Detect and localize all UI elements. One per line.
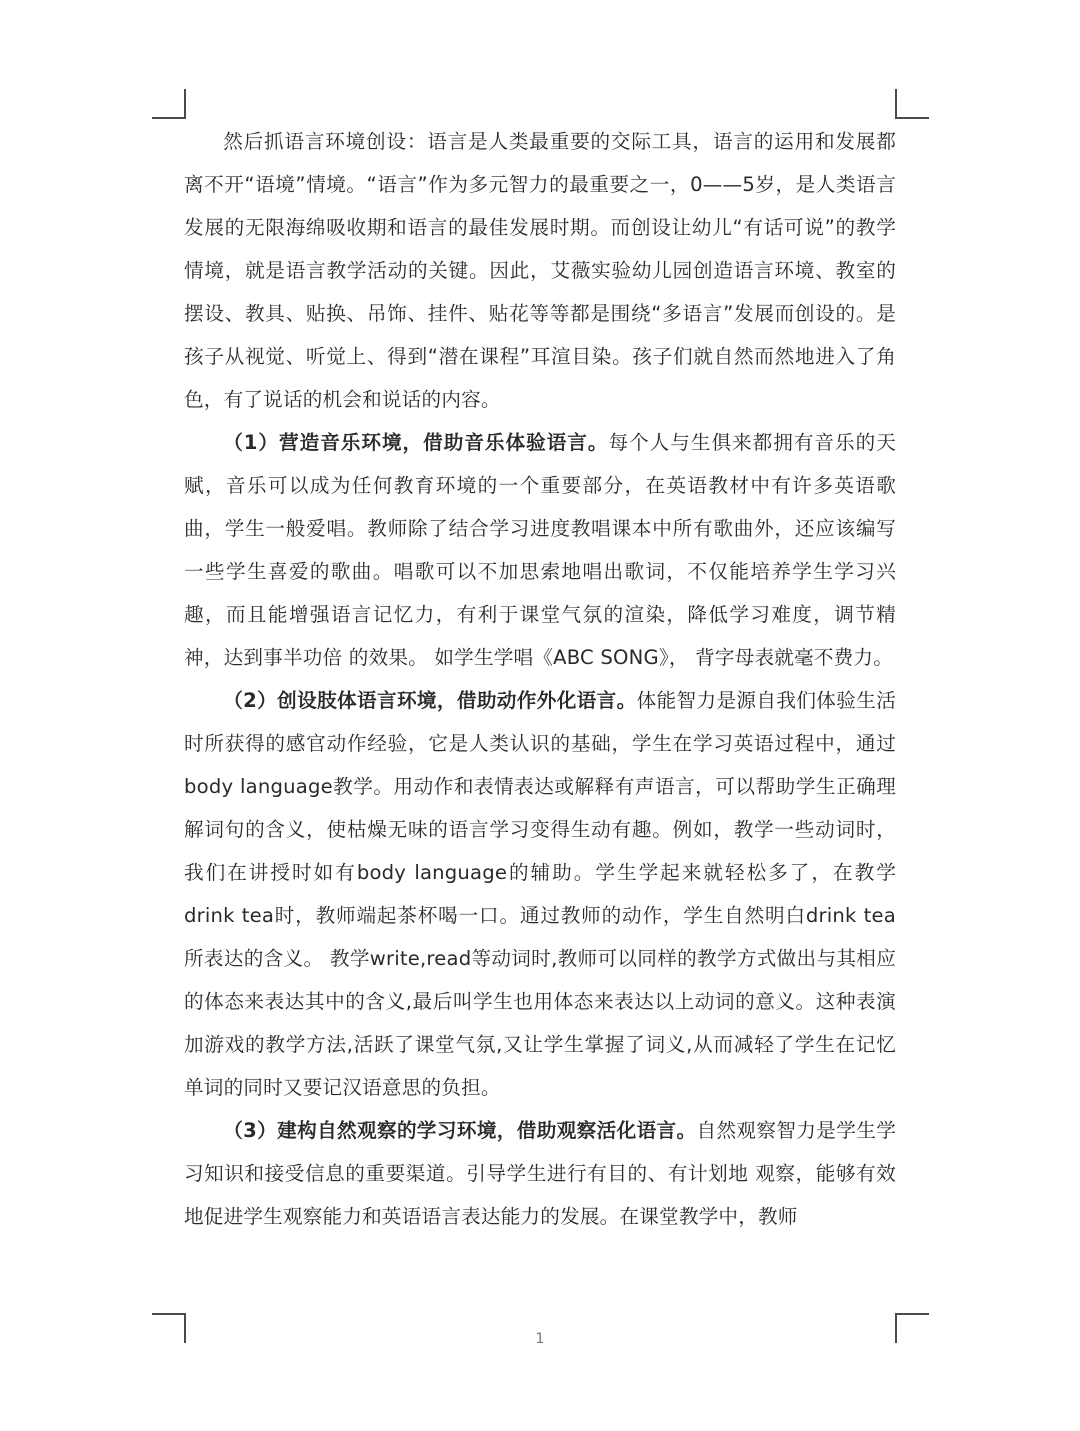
paragraph-text: 自然观察智力是学生学习知识和接受信息的重要渠道。引导学生进行有目的、有计划地 观察，能够有效地促进学生观察能力和英语语言表达能力的发展。在课堂教学中，教师 [184, 1119, 896, 1228]
paragraph-nature-observation [184, 1109, 896, 1238]
paragraph-text: 体能智力是源自我们体验生活时所获得的感官动作经验，它是人类认识的基础，学生在学习英语过程中，通过body language教学。用动作和表情表达或解释有声语言，可以帮助学生正确理解词句的含义，使枯燥无味的语言学习变得生动有趣。例如，教学一些动词时，我们在讲授时如有body language的辅助。学生学起来就轻松多了，在教学drink tea时，教师端起茶杯喝一口。通过教师的动作，学生自然明白drink tea所表达的含义。 教学write,read等动词时,教师可以同样的教学方式做出与其相应的体态来表达其中的含义,最后叫学生也用体态来表达以上动词的意义。这种表演加游戏的教学方法,活跃了课堂气氛,又让学生掌握了词义,从而减轻了学生在记忆单词的同时又要记汉语意思的负担。 [184, 689, 896, 1099]
page-number: 1 [535, 1331, 545, 1347]
paragraph-lead: （1）营造音乐环境，借助音乐体验语言。 [223, 431, 609, 454]
paragraph-text: 然后抓语言环境创设：语言是人类最重要的交际工具，语言的运用和发展都离不开“语境”情境。“语言”作为多元智力的最重要之一，0——5岁，是人类语言发展的无限海绵吸收期和语言的最佳发展时期。而创设让幼儿“有话可说”的教学情境，就是语言教学活动的关键。因此，艾薇实验幼儿园创造语言环境、教室的摆设、教具、贴换、吊饰、挂件、贴花等等都是围绕“多语言”发展而创设的。是孩子从视觉、听觉上、得到“潜在课程”耳渲目染。孩子们就自然而然地进入了角色，有了说话的机会和说话的内容。 [184, 130, 896, 411]
paragraph-body-language [184, 679, 896, 1109]
crop-mark-top-right [895, 89, 929, 119]
paragraph-lead: （3）建构自然观察的学习环境，借助观察活化语言。 [223, 1119, 697, 1142]
crop-mark-top-left [152, 89, 186, 119]
paragraph-lead: （2）创设肢体语言环境，借助动作外化语言。 [223, 689, 637, 712]
document-body [184, 120, 896, 1238]
paragraph-music-environment [184, 421, 896, 679]
paragraph-language-environment [184, 120, 896, 421]
paragraph-text: 每个人与生俱来都拥有音乐的天赋，音乐可以成为任何教育环境的一个重要部分，在英语教材中有许多英语歌曲，学生一般爱唱。教师除了结合学习进度教唱课本中所有歌曲外，还应该编写一些学生喜爱的歌曲。唱歌可以不加思索地唱出歌词，不仅能培养学生学习兴趣，而且能增强语言记忆力，有利于课堂气氛的渲染，降低学习难度，调节精神，达到事半功倍 的效果。 如学生学唱《ABC SONG》， 背字母表就毫不费力。 [184, 431, 896, 669]
